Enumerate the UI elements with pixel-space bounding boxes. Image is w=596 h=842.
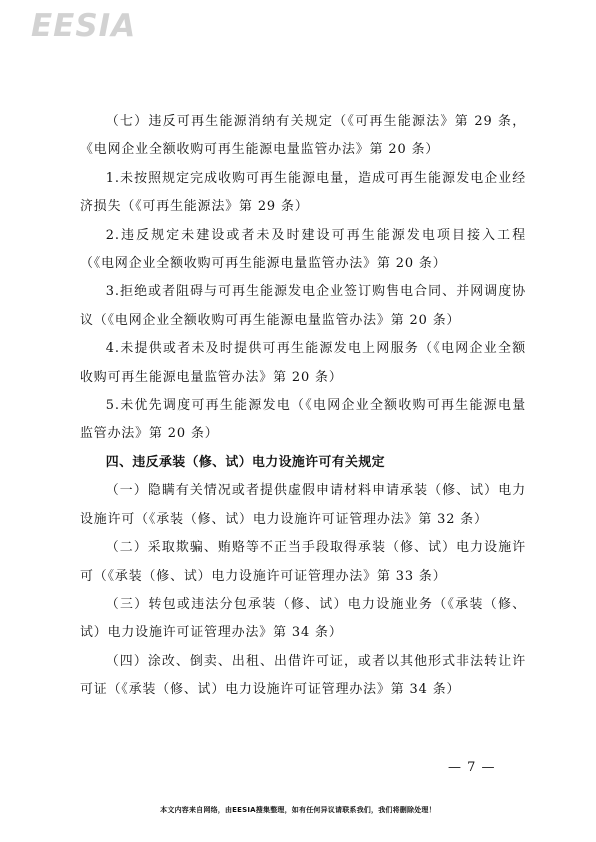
page-number: — 7 —: [448, 760, 496, 775]
section-paragraph-4: （四）涂改、倒卖、出租、出借许可证，或者以其他形式非法转让许可证（《承装（修、试）电力设施许可证管理办法》第 34 条）: [80, 653, 526, 698]
paragraph-seven: （七）违反可再生能源消纳有关规定（《可再生能源法》第 29 条，《电网企业全额收购可再生能源电量监管办法》第 20 条）: [80, 114, 526, 158]
section-paragraph-2: （二）采取欺骗、贿赂等不正当手段取得承装（修、试）电力设施许可（《承装（修、试）电力设施许可证管理办法》第 33 条）: [80, 540, 526, 584]
eesia-logo: EESIA: [31, 8, 137, 44]
paragraph-item-5: 5.未优先调度可再生能源发电（《电网企业全额收购可再生能源电量监管办法》第 20 条）: [80, 398, 526, 442]
section-paragraph-1: （一）隐瞒有关情况或者提供虚假申请材料申请承装（修、试）电力设施许可（《承装（修、试）电力设施许可证管理办法》第 32 条）: [80, 483, 526, 527]
paragraph-item-1: 1.未按照规定完成收购可再生能源电量，造成可再生能源发电企业经济损失（《可再生能源法》第 29 条）: [80, 170, 526, 215]
paragraph-item-4: 4.未提供或者未及时提供可再生能源发电上网服务（《电网企业全额收购可再生能源电量监管办法》第 20 条）: [80, 341, 526, 385]
section-heading: 四、违反承装（修、试）电力设施许可有关规定: [105, 454, 385, 470]
paragraph-item-2: 2.违反规定未建设或者未及时建设可再生能源发电项目接入工程（《电网企业全额收购可再生能源电量监管办法》第 20 条）: [80, 227, 526, 272]
paragraph-item-3: 3.拒绝或者阻碍与可再生能源发电企业签订购售电合同、并网调度协议（《电网企业全额收购可再生能源电量监管办法》第 20 条）: [80, 284, 526, 328]
section-paragraph-3: （三）转包或违法分包承装（修、试）电力设施业务（《承装（修、试）电力设施许可证管理办法》第 34 条）: [80, 596, 526, 641]
footer-note: 本文内容来自网络，由EESIA搜集整理，如有任何异议请联系我们，我们将删除处理！: [160, 806, 436, 814]
document-body: [80, 108, 526, 705]
